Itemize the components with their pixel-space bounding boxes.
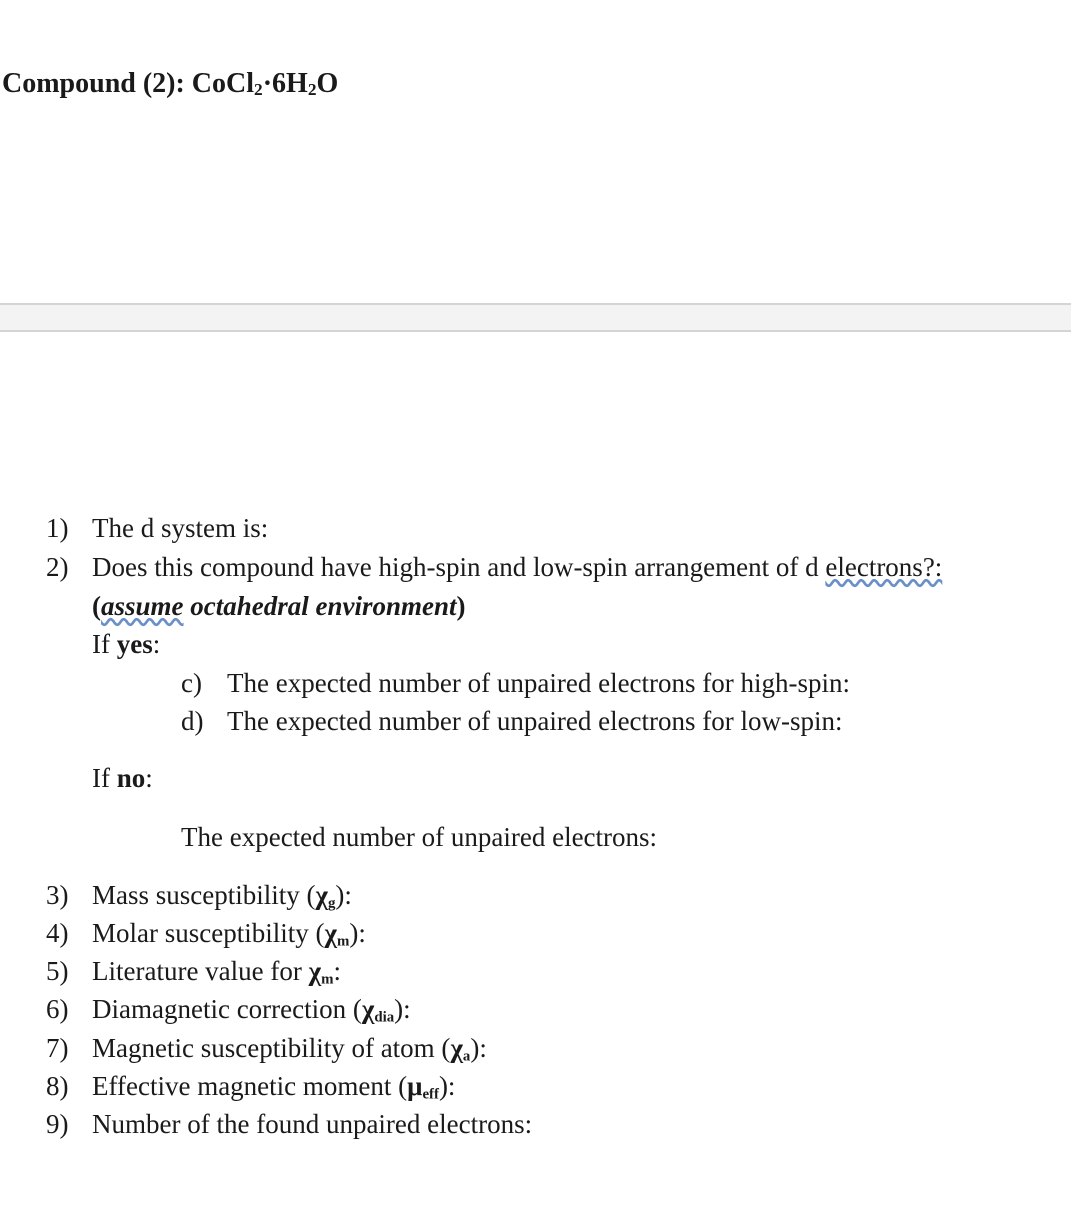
chi-a-symbol: $\chi_a$ [450,1033,471,1065]
chi-g-symbol: $\chi_g$ [315,880,336,912]
section-divider [0,303,1071,332]
spellcheck-electrons: electrons?: [825,552,943,582]
mu-eff-symbol: $\mu_{eff}$ [407,1071,439,1103]
spellcheck-assume: assume [101,591,184,621]
chi-dia-symbol: $\chi_{dia}$ [361,994,395,1026]
chi-m-symbol: $\chi_m$ [324,918,350,950]
page-title: Compound (2): $CoCl_2\cdot 6H_2O$ [2,68,339,100]
chi-m-literature-symbol: $\chi_m$ [308,956,334,988]
